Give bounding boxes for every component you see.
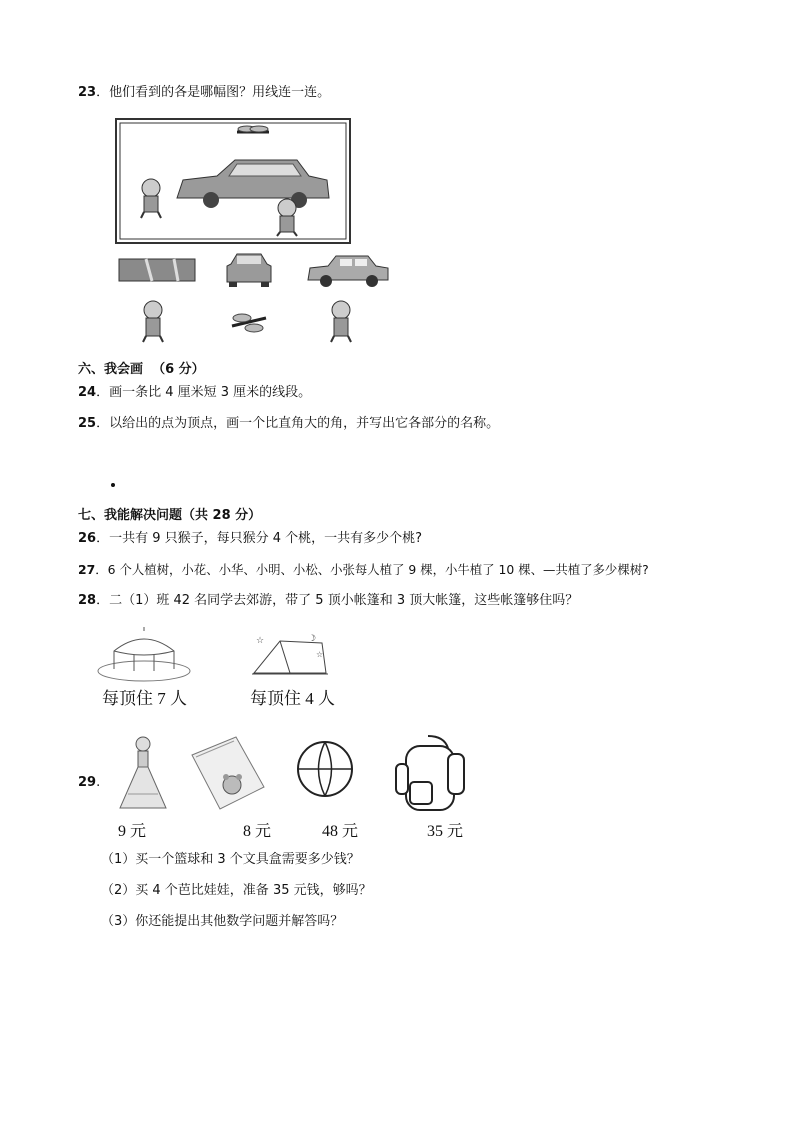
pencil-case-icon	[186, 733, 268, 817]
question-text: ．二（1）班 42 名同学去郊游，带了 5 顶小帐篷和 3 顶大帐篷，这些帐篷够住吗？	[96, 593, 579, 608]
question-24	[78, 384, 311, 402]
tiger-view-2	[326, 300, 356, 348]
basketball-price: 48 元	[322, 823, 359, 840]
question-text: ．他们看到的各是哪幅图？用线连一连。	[96, 85, 331, 100]
question-number: 23	[78, 85, 97, 100]
doll-price: 9 元	[118, 823, 147, 840]
question-number: 27	[78, 562, 96, 577]
small-tent-caption: 每顶住 4 人	[250, 689, 335, 708]
question-text: ．以给出的点为顶点，画一个比直角大的角，并写出它各部分的名称。	[96, 416, 500, 431]
question-text: ．6 个人植树，小花、小华、小明、小松、小张每人植了 9 棵，小牛植了 10 棵、—共植了多少棵树?	[95, 562, 649, 577]
large-tent-icon	[96, 625, 192, 687]
backpack-icon	[388, 734, 472, 818]
dragonfly-view	[228, 310, 270, 340]
basketball-icon	[296, 740, 354, 802]
question-29-sub-3: （3）你还能提出其他数学问题并解答吗？	[101, 914, 344, 929]
car-side-view	[306, 252, 390, 292]
svg-text:☆: ☆	[256, 636, 265, 646]
question-dot: .	[96, 775, 101, 790]
question-number: 24	[78, 385, 97, 400]
question-29-sub-2: （2）买 4 个芭比娃娃，准备 35 元钱，够吗？	[101, 883, 372, 898]
car-front-view	[223, 252, 275, 292]
question-25	[78, 415, 499, 433]
section-score: （6 分）	[152, 362, 205, 377]
question-29	[78, 774, 100, 792]
question-26	[78, 530, 422, 548]
backpack-price: 35 元	[427, 823, 464, 840]
vertex-point	[111, 483, 115, 487]
tiger-icon	[141, 179, 161, 218]
large-tent-caption: 每顶住 7 人	[102, 689, 187, 708]
question-number: 28	[78, 593, 97, 608]
doll-icon	[116, 734, 170, 816]
dragonfly-icon	[237, 126, 269, 132]
svg-text:☽: ☽	[308, 634, 317, 644]
pencil-case-price: 8 元	[243, 823, 272, 840]
question-23	[78, 84, 330, 102]
section-title: 六、我会画	[78, 362, 144, 377]
question-number: 26	[78, 531, 97, 546]
section-7-heading: 七、我能解决问题（共 28 分）	[78, 508, 262, 523]
car-top-view	[118, 256, 196, 288]
tiger-icon	[277, 199, 297, 236]
question-27	[78, 561, 649, 579]
section-6-heading	[78, 358, 205, 377]
question-text: ．画一条比 4 厘米短 3 厘米的线段。	[96, 385, 312, 400]
question-29-sub-1: （1）买一个篮球和 3 个文具盒需要多少钱？	[101, 852, 360, 867]
question-text: ．一共有 9 只猴子，每只猴分 4 个桃，一共有多少个桃?	[96, 531, 423, 546]
question-number: 29	[78, 775, 97, 790]
svg-text:☆: ☆	[316, 650, 324, 659]
small-tent-icon	[250, 633, 330, 685]
question-number: 25	[78, 416, 97, 431]
question-28	[78, 592, 578, 610]
scene-picture	[115, 118, 351, 248]
tiger-view-1	[138, 300, 168, 348]
